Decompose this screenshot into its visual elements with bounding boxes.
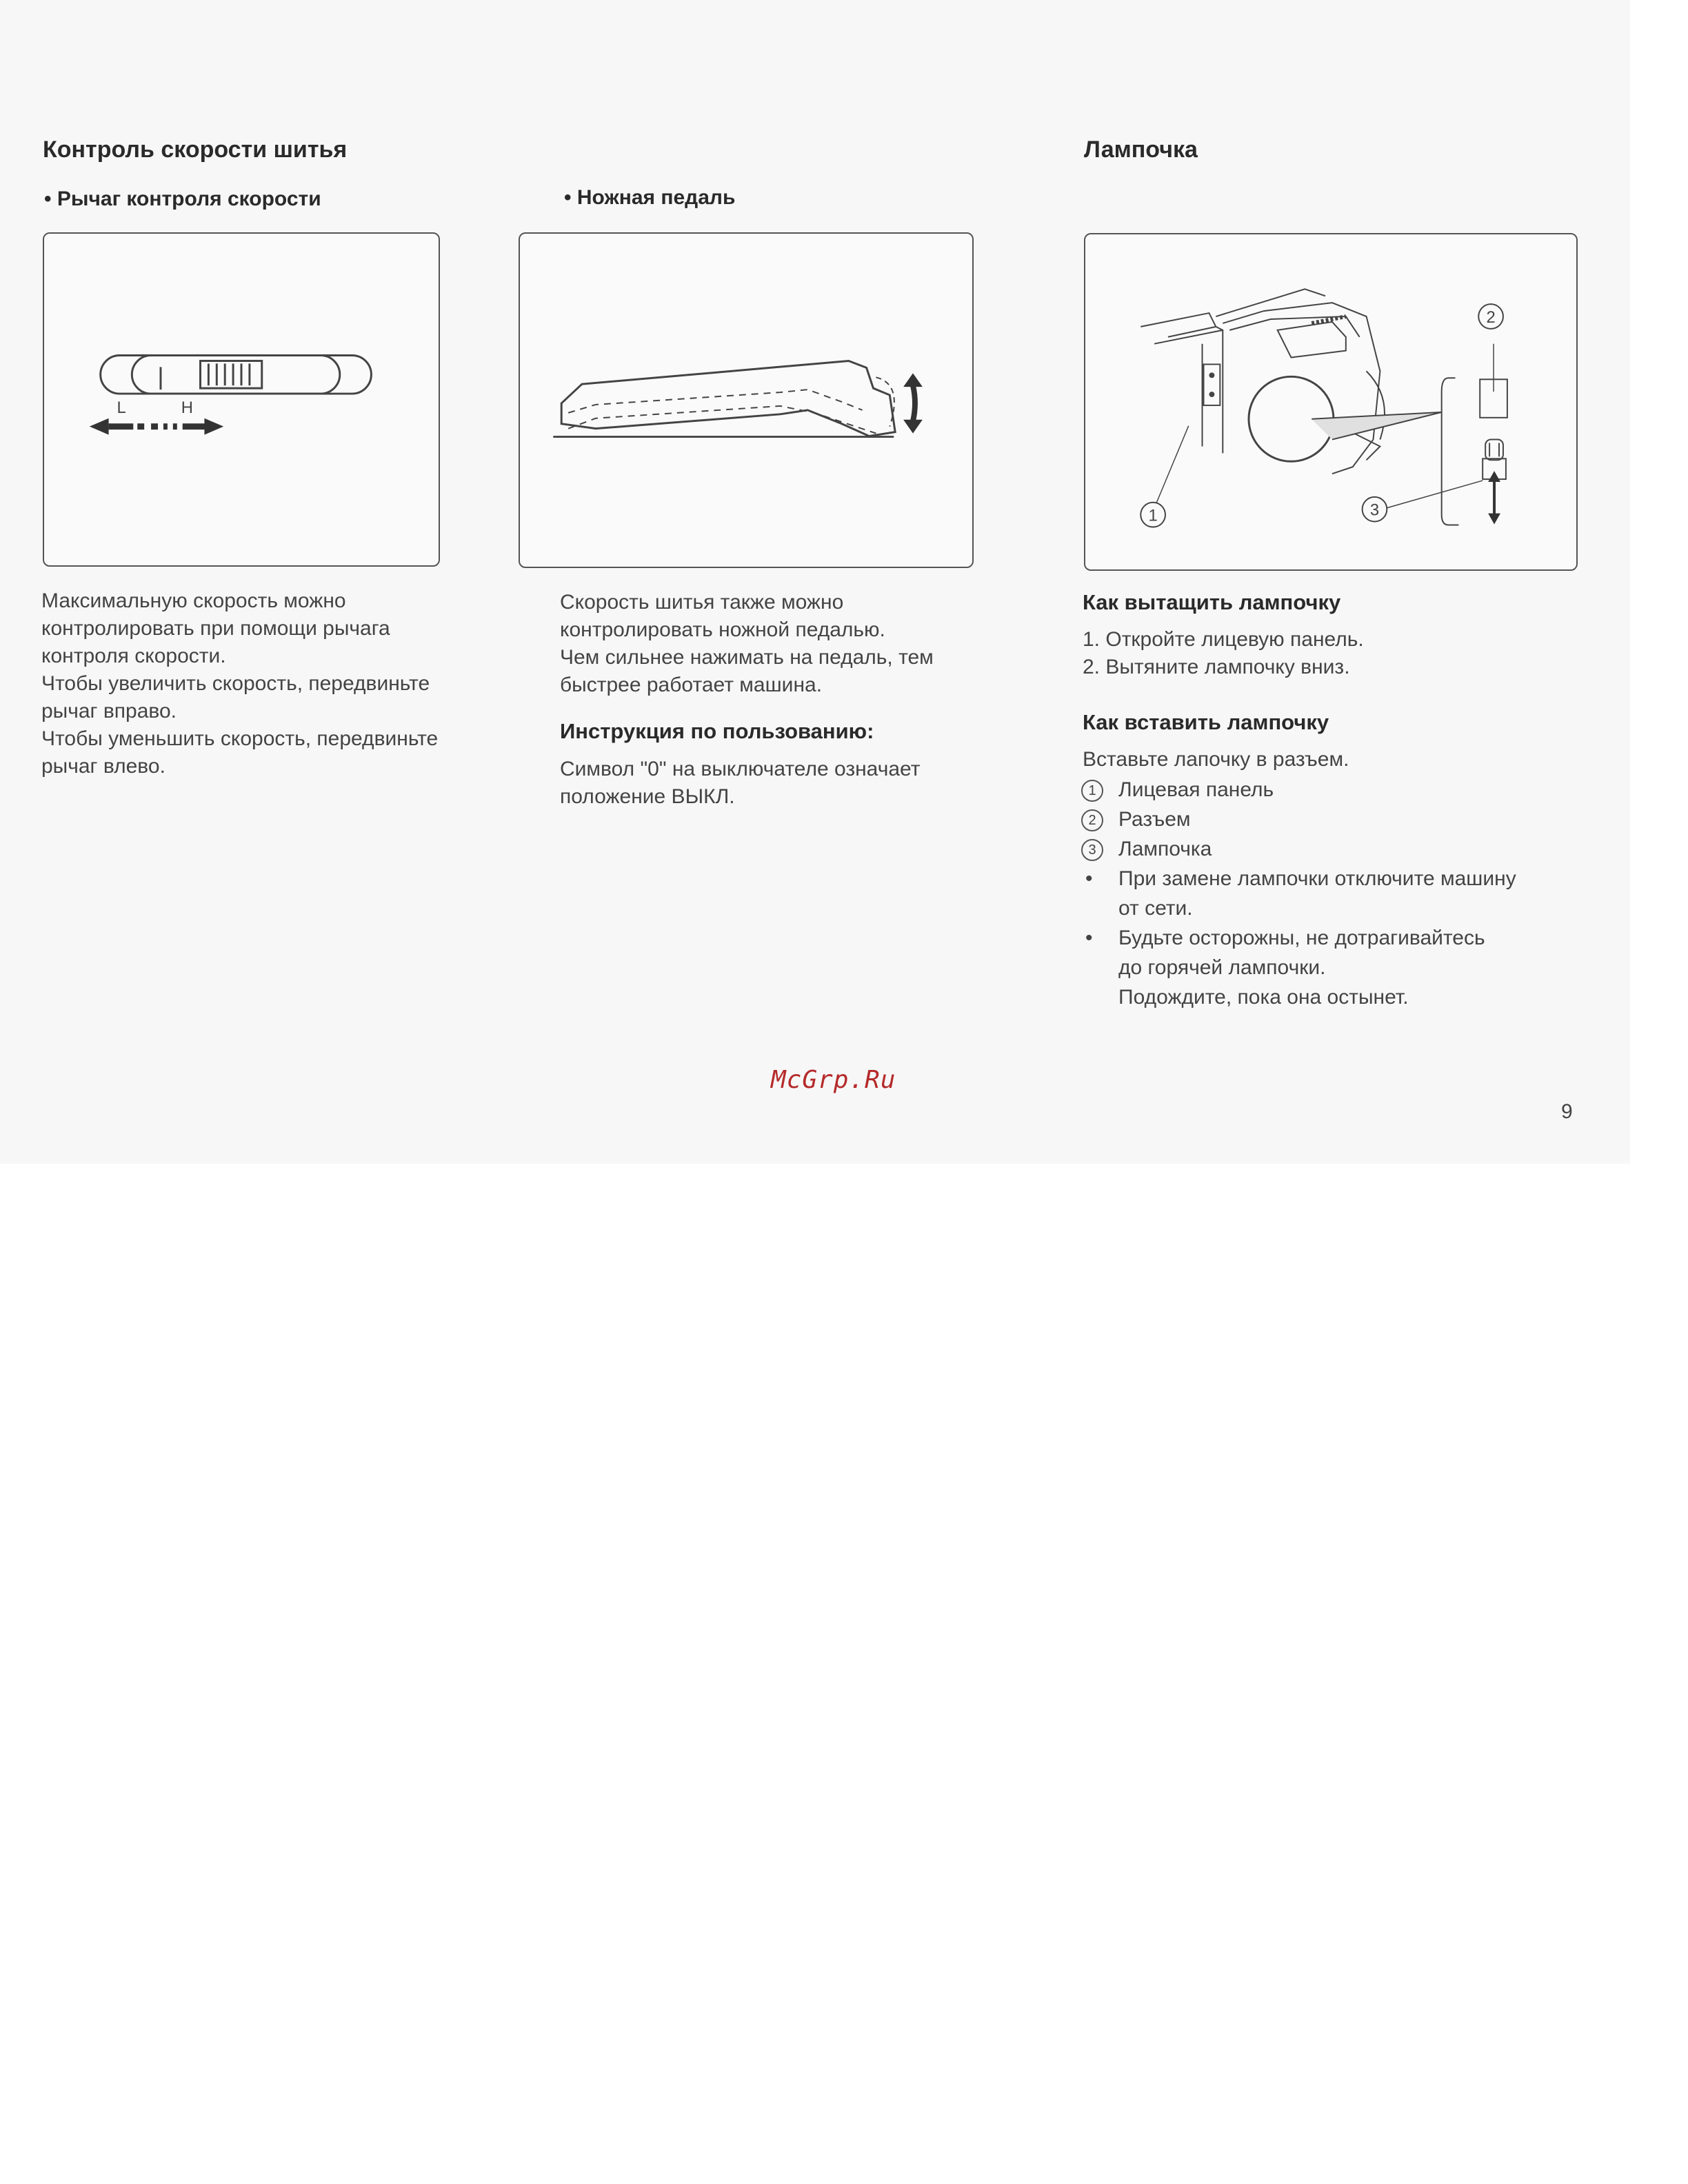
arrow-left-icon — [90, 418, 109, 435]
watermark: McGrp.Ru — [771, 1066, 896, 1094]
lamp-replacement-diagram — [1085, 234, 1576, 569]
note-item: • Будьте осторожны, не дотрагивайтесь до горячей лампочки. Подождите, пока она остынет. — [1085, 927, 1485, 1009]
note-item: • При замене лампочки отключите машину от сети. — [1085, 867, 1516, 920]
speed-section-title: Контроль скорости шитья — [43, 136, 348, 163]
callout-3: 3 — [1369, 501, 1380, 520]
foot-pedal-diagram — [520, 234, 972, 567]
lever-description: Максимальную скорость можно контролировать при помощи рычага контроля скорости. Чтобы увеличить скорость, передвиньте рычаг вправо. Чтобы уменьшить скорость, передвиньте рычаг влево. — [41, 589, 439, 778]
pedal-heading: • Ножная педаль — [564, 186, 735, 210]
legend-item: 3 Лампочка — [1081, 834, 1619, 864]
remove-lamp-heading: Как вытащить лампочку — [1083, 590, 1341, 614]
lever-label-high: H — [181, 398, 193, 417]
speed-lever-diagram — [44, 234, 439, 565]
instruction-heading: Инструкция по пользованию: — [560, 719, 874, 743]
legend-item: 1 Лицевая панель — [1081, 775, 1619, 805]
insert-lamp-intro: Вставьте лапочку в разъем. — [1083, 748, 1349, 771]
arrow-right-icon — [204, 418, 223, 435]
pedal-illustration — [519, 232, 974, 568]
page-number: 9 — [1561, 1100, 1573, 1123]
callout-2: 2 — [1486, 307, 1496, 327]
legend-item: 2 Разъем — [1081, 805, 1619, 834]
lever-illustration — [43, 232, 440, 567]
lever-heading: • Рычаг контроля скорости — [44, 188, 321, 211]
pedal-description: Скорость шитья также можно контролировать ножной педалью. Чем сильнее нажимать на педаль, тем быстрее работает машина. — [560, 591, 934, 696]
instruction-text: Символ "0" на выключателе означает положение ВЫКЛ. — [560, 758, 921, 808]
lever-label-low: L — [117, 398, 126, 417]
callout-1: 1 — [1148, 506, 1158, 525]
up-down-arrow-icon — [903, 373, 923, 433]
insert-lamp-heading: Как вставить лампочку — [1083, 710, 1329, 734]
lamp-section-title: Лампочка — [1084, 136, 1198, 163]
remove-lamp-steps: 1. Откройте лицевую панель. 2. Вытяните лампочку вниз. — [1083, 628, 1364, 678]
lamp-legend — [1081, 775, 1619, 1012]
up-down-arrow-icon — [1488, 471, 1500, 524]
lamp-illustration — [1084, 233, 1578, 571]
